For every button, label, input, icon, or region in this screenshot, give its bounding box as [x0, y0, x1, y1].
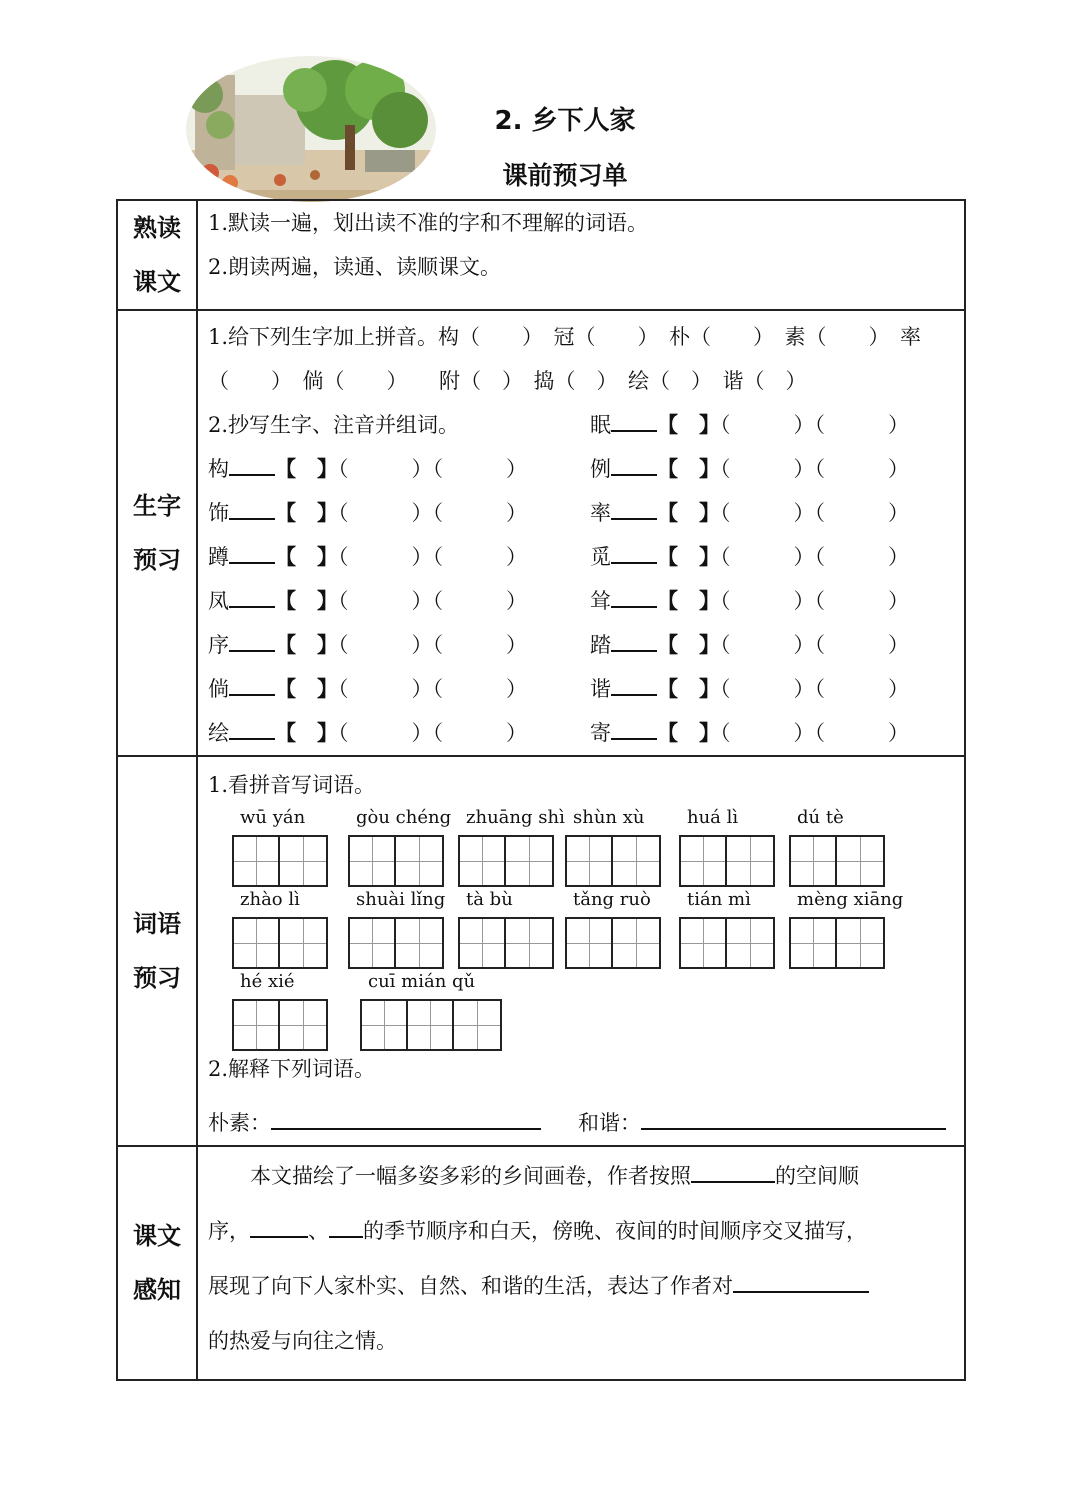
- writing-grid[interactable]: [232, 835, 328, 887]
- pinyin-label: dú tè: [797, 807, 844, 828]
- copy-blank[interactable]: [611, 714, 657, 740]
- char-entry-right: 踏 【 】（ ）（ ）: [590, 623, 909, 667]
- char: 冠: [553, 325, 575, 349]
- word-grid-row: [208, 889, 956, 971]
- writing-grid[interactable]: [789, 917, 885, 969]
- pinyin-label: mèng xiāng: [797, 889, 904, 910]
- label-line: 课文: [133, 268, 181, 296]
- char: 素: [784, 325, 806, 349]
- tian-zi-box[interactable]: [350, 837, 396, 885]
- pinyin-label: shuài lǐng: [356, 889, 446, 910]
- copy-blank[interactable]: [611, 670, 657, 696]
- label-line: 预习: [133, 964, 181, 992]
- writing-grid[interactable]: [348, 917, 444, 969]
- char-entry-left: 饰 【 】（ ）（ ）: [208, 501, 527, 525]
- char-entry-right: 谐 【 】（ ）（ ）: [590, 667, 909, 711]
- page-title: 2. 乡下人家: [494, 106, 636, 136]
- tian-zi-box[interactable]: [613, 837, 659, 885]
- writing-grid[interactable]: [679, 835, 775, 887]
- page-subtitle: 课前预习单: [502, 161, 628, 190]
- pinyin-label: shùn xù: [573, 807, 645, 828]
- pinyin-question-line: 1.给下列生字加上拼音。构（ ） 冠（ ） 朴（ ） 素（ ） 率: [208, 325, 922, 349]
- copy-blank[interactable]: [611, 494, 657, 520]
- char-entry-left: 倘 【 】（ ）（ ）: [208, 677, 527, 701]
- char-copy-row: [208, 711, 956, 755]
- copy-question-line: [208, 403, 956, 447]
- char: 构: [438, 325, 460, 349]
- question-text: 1.给下列生字加上拼音。: [208, 325, 439, 349]
- pinyin-chars-line-2: （ ） 倘（ ） 附（ ） 捣（ ） 绘（ ） 谐（ ）: [208, 369, 807, 393]
- char-copy-row: [208, 623, 956, 667]
- copy-blank[interactable]: [611, 582, 657, 608]
- tian-zi-box[interactable]: [280, 1001, 326, 1049]
- pinyin-label: zhào lì: [240, 889, 300, 910]
- char: 朴: [669, 325, 691, 349]
- copy-blank[interactable]: [229, 494, 275, 520]
- preview-sheet: [116, 199, 966, 1381]
- answer-blank[interactable]: [691, 1157, 775, 1183]
- tian-zi-box[interactable]: [234, 837, 280, 885]
- tian-zi-box[interactable]: [396, 837, 442, 885]
- char-copy-row: [208, 491, 956, 535]
- tian-zi-box[interactable]: [408, 1001, 454, 1049]
- answer-blank[interactable]: [329, 1212, 363, 1238]
- term-2: [578, 1101, 946, 1145]
- pinyin-label: hé xié: [240, 971, 295, 992]
- word-grid-row: [208, 971, 956, 1047]
- tian-zi-box[interactable]: [280, 837, 326, 885]
- char: 踏: [590, 633, 611, 657]
- pinyin-label: gòu chéng: [356, 807, 452, 828]
- tian-zi-box[interactable]: [234, 1001, 280, 1049]
- pinyin-label: tǎng ruò: [573, 889, 651, 910]
- section-label-summary: [117, 1146, 197, 1380]
- char-entry-right: 觅 【 】（ ）（ ）: [590, 535, 909, 579]
- tian-zi-box[interactable]: [613, 919, 659, 967]
- char: 蹲: [208, 545, 229, 569]
- tian-zi-box[interactable]: [506, 919, 552, 967]
- char-entry-right: 寄 【 】（ ）（ ）: [590, 711, 909, 755]
- answer-blank[interactable]: [271, 1104, 541, 1130]
- writing-grid[interactable]: [232, 999, 328, 1051]
- label-line: 生字: [133, 492, 181, 520]
- copy-blank[interactable]: [229, 538, 275, 564]
- read-line-1: 1.默读一遍，划出读不准的字和不理解的词语。: [208, 211, 649, 235]
- section-summary-body: [197, 1146, 965, 1380]
- explain-line: [208, 1101, 956, 1145]
- answer-blank[interactable]: [641, 1104, 946, 1130]
- char: 凤: [208, 589, 229, 613]
- char-entry-left: 序 【 】（ ）（ ）: [208, 633, 527, 657]
- char-entry-left: 蹲 【 】（ ）（ ）: [208, 545, 527, 569]
- writing-grid[interactable]: [789, 835, 885, 887]
- tian-zi-box[interactable]: [727, 919, 773, 967]
- writing-grid[interactable]: [565, 835, 661, 887]
- copy-blank[interactable]: [611, 538, 657, 564]
- word-grid-row: [208, 807, 956, 889]
- answer-blank[interactable]: [250, 1212, 308, 1238]
- summary-text: 、: [308, 1219, 329, 1243]
- char-copy-row: [208, 579, 956, 623]
- char: 觅: [590, 545, 611, 569]
- char: 谐: [590, 677, 611, 701]
- section-label-words: [117, 756, 197, 1146]
- summary-text: 的季节顺序和白天，傍晚、夜间的时间顺序交叉描写，: [363, 1219, 867, 1243]
- tian-zi-box[interactable]: [350, 919, 396, 967]
- writing-grid[interactable]: [348, 835, 444, 887]
- summary-text: 本文描绘了一幅多姿多彩的乡间画卷，作者按照: [250, 1164, 691, 1188]
- pinyin-label: huá lì: [687, 807, 739, 828]
- label-line: 课文: [133, 1222, 181, 1250]
- char: 率: [590, 501, 611, 525]
- copy-blank[interactable]: [611, 450, 657, 476]
- tian-zi-box[interactable]: [837, 837, 883, 885]
- tian-zi-box[interactable]: [567, 919, 613, 967]
- question-text: 2.抄写生字、注音并组词。: [208, 413, 460, 437]
- tian-zi-box[interactable]: [396, 919, 442, 967]
- char-entry-right: 率 【 】（ ）（ ）: [590, 491, 909, 535]
- summary-text: 序，: [208, 1219, 250, 1243]
- tian-zi-box[interactable]: [837, 919, 883, 967]
- tian-zi-box[interactable]: [791, 837, 837, 885]
- copy-blank[interactable]: [229, 670, 275, 696]
- answer-blank[interactable]: [733, 1267, 869, 1293]
- label-line: 熟读: [133, 214, 181, 242]
- term-label: 朴素：: [208, 1111, 271, 1135]
- term-label: 和谐：: [578, 1111, 641, 1135]
- char: 谐: [722, 369, 744, 393]
- char: 倘: [302, 369, 324, 393]
- tian-zi-box[interactable]: [567, 837, 613, 885]
- char-entry-left: 绘 【 】（ ）（ ）: [208, 721, 527, 745]
- char: 附: [439, 369, 460, 393]
- char: 眠: [590, 413, 611, 437]
- char: 构: [208, 457, 229, 481]
- char-copy-row: [208, 447, 956, 491]
- summary-text: 的空间顺: [775, 1164, 859, 1188]
- writing-grid[interactable]: [458, 835, 554, 887]
- tian-zi-box[interactable]: [460, 837, 506, 885]
- writing-grid[interactable]: [360, 999, 502, 1051]
- char: 饰: [208, 501, 229, 525]
- words-question-2: 2.解释下列词语。: [208, 1057, 376, 1081]
- char-entry-right: 例 【 】（ ）（ ）: [590, 447, 909, 491]
- tian-zi-box[interactable]: [681, 837, 727, 885]
- tian-zi-box[interactable]: [727, 837, 773, 885]
- copy-blank[interactable]: [229, 714, 275, 740]
- writing-grid[interactable]: [679, 917, 775, 969]
- tian-zi-box[interactable]: [454, 1001, 500, 1049]
- section-label-chars: [117, 310, 197, 756]
- summary-text: 的热爱与向往之情。: [208, 1329, 397, 1353]
- char: 率: [900, 325, 922, 349]
- char: 耸: [590, 589, 611, 613]
- tian-zi-box[interactable]: [362, 1001, 408, 1049]
- pinyin-label: cuī mián qǔ: [368, 971, 476, 992]
- section-label-read: [117, 200, 197, 310]
- char: 寄: [590, 721, 611, 745]
- writing-grid[interactable]: [232, 917, 328, 969]
- section-chars-body: [197, 310, 965, 756]
- writing-grid[interactable]: [565, 917, 661, 969]
- copy-blank[interactable]: [611, 626, 657, 652]
- char: 绘: [628, 369, 649, 393]
- char: 例: [590, 457, 611, 481]
- tian-zi-box[interactable]: [234, 919, 280, 967]
- char-entry-left: 构 【 】（ ）（ ）: [208, 457, 527, 481]
- label-line: 预习: [133, 546, 181, 574]
- pinyin-label: tián mì: [687, 889, 751, 910]
- char: 序: [208, 633, 229, 657]
- char-entry-left: 凤 【 】（ ）（ ）: [208, 589, 527, 613]
- summary-text: 展现了向下人家朴实、自然、和谐的生活，表达了作者对: [208, 1274, 733, 1298]
- section-words-body: [197, 756, 965, 1146]
- char: 绘: [208, 721, 229, 745]
- copy-blank[interactable]: [229, 626, 275, 652]
- copy-blank[interactable]: [229, 450, 275, 476]
- section-read-body: [197, 200, 965, 310]
- tian-zi-box[interactable]: [460, 919, 506, 967]
- tian-zi-box[interactable]: [280, 919, 326, 967]
- char-copy-row: [208, 535, 956, 579]
- label-line: 词语: [133, 910, 181, 938]
- pinyin-label: wū yán: [240, 807, 306, 828]
- pinyin-label: zhuāng shì: [466, 807, 565, 828]
- char-entry-right: 耸 【 】（ ）（ ）: [590, 579, 909, 623]
- label-line: 感知: [133, 1276, 181, 1304]
- char-entry-right: 眠 【 】（ ）（ ）: [590, 403, 909, 447]
- writing-grid[interactable]: [458, 917, 554, 969]
- char-copy-row: [208, 667, 956, 711]
- tian-zi-box[interactable]: [791, 919, 837, 967]
- char: 捣: [533, 369, 555, 393]
- words-question-1: 1.看拼音写词语。: [208, 773, 376, 797]
- copy-blank[interactable]: [229, 582, 275, 608]
- tian-zi-box[interactable]: [506, 837, 552, 885]
- read-line-2: 2.朗读两遍，读通、读顺课文。: [208, 255, 502, 279]
- char: 倘: [208, 677, 229, 701]
- pinyin-label: tà bù: [466, 889, 513, 910]
- char-rows: [208, 447, 956, 755]
- tian-zi-box[interactable]: [681, 919, 727, 967]
